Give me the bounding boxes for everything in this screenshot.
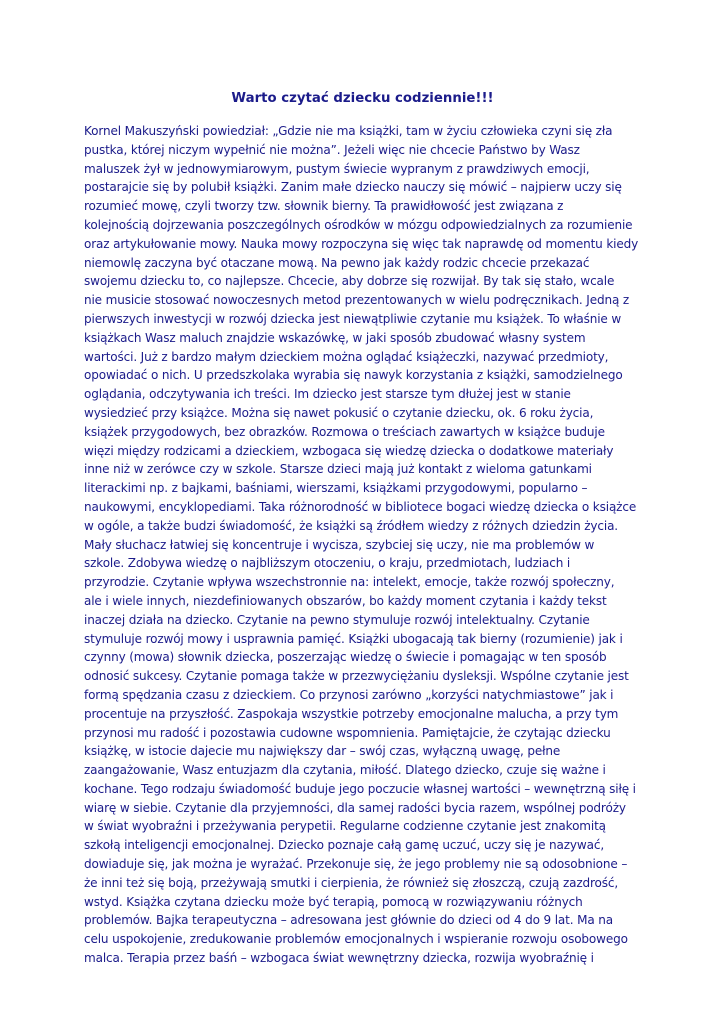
body-text-line: rozumieć mowę, czyli tworzy tzw. słownik bierny. Ta prawidłowość jest związana z: [84, 199, 564, 214]
body-text-line: formą spędzania czasu z dzieckiem. Co przynosi zarówno „korzyści natychmiastowe” jak i: [84, 687, 614, 702]
document-title: Warto czytać dziecku codziennie!!!: [231, 91, 494, 106]
body-text-line: pierwszych inwestycji w rozwój dziecka jest niewątpliwie czytanie mu książek. To właśnie w: [84, 311, 622, 326]
body-text-line: odnosić sukcesy. Czytanie pomaga także w przezwyciężaniu dysleksji. Wspólne czytanie jest: [84, 669, 629, 684]
body-text-line: oraz artykułowanie mowy. Nauka mowy rozpoczyna się więc tak naprawdę od momentu kiedy: [84, 236, 639, 251]
body-text-line: wiarę w siebie. Czytanie dla przyjemności, dla samej radości bycia razem, wspólnej podróży: [84, 800, 626, 815]
body-text-line: procentuje na przyszłość. Zaspokaja wszystkie potrzeby emocjonalne malucha, a przy tym: [84, 706, 619, 721]
body-text-line: wartości. Już z bardzo małym dzieckiem można oglądać książeczki, nazywać przedmioty,: [84, 349, 609, 364]
body-text-line: książek przygodowych, bez obrazków. Rozmowa o treściach zawartych w książce buduje: [84, 424, 605, 439]
body-text-line: szkołą inteligencji emocjonalnej. Dziecko poznaje całą gamę uczuć, uczy się je nazywać,: [84, 838, 605, 853]
body-text-line: wstyd. Książka czytana dziecku może być terapią, pomocą w rozwiązywaniu różnych: [84, 894, 583, 909]
body-text-line: kochane. Tego rodzaju świadomość buduje jego poczucie własnej wartości – wewnętrzną siłę i: [84, 781, 636, 796]
body-text-line: inne niż w zerówce czy w szkole. Starsze dzieci mają już kontakt z wieloma gatunkami: [84, 462, 592, 477]
body-text-line: więzi między rodzicami a dzieckiem, wzbogaca się wiedzę dziecka o dodatkowe materiały: [84, 443, 614, 458]
body-text-line: malca. Terapia przez baśń – wzbogaca świat wewnętrzny dziecka, rozwija wyobraźnię i: [84, 951, 594, 966]
body-text-line: celu uspokojenie, zredukowanie problemów emocjonalnych i wspieranie rozwoju osobowego: [84, 932, 628, 947]
body-text-line: kolejnością dojrzewania poszczególnych ośrodków w mózgu odpowiedzialnych za rozumienie: [84, 217, 633, 232]
body-text-line: literackimi np. z bajkami, baśniami, wierszami, książkami przygodowymi, popularno –: [84, 481, 588, 496]
body-text-line: naukowymi, encyklopediami. Taka różnorodność w bibliotece bogaci wiedzę dziecka o książce: [84, 499, 637, 514]
body-text-line: Mały słuchacz łatwiej się koncentruje i wycisza, szybciej się uczy, nie ma problemów w: [84, 537, 595, 552]
body-text-line: dowiaduje się, jak można je wyrażać. Przekonuje się, że jego problemy nie są odosobnione –: [84, 857, 628, 872]
body-text-line: szkole. Zdobywa wiedzę o najbliższym otoczeniu, o kraju, przedmiotach, ludziach i: [84, 556, 571, 571]
body-text-line: przyrodzie. Czytanie wpływa wszechstronnie na: intelekt, emocje, także rozwój społeczny,: [84, 575, 615, 590]
body-text-line: w świat wyobraźni i przeżywania perypetii. Regularne codzienne czytanie jest znakomitą: [84, 819, 606, 834]
body-text-line: problemów. Bajka terapeutyczna – adresowana jest głównie do dzieci od 4 do 9 lat. Ma na: [84, 913, 613, 928]
body-text-line: wysiedzieć przy książce. Można się nawet pokusić o czytanie dziecku, ok. 6 roku życia,: [84, 405, 594, 420]
body-text-line: nie musicie stosować nowoczesnych metod prezentowanych w wielu podręcznikach. Jedną z: [84, 293, 630, 308]
body-text-line: Kornel Makuszyński powiedział: „Gdzie nie ma książki, tam w życiu człowieka czyni się zła: [84, 124, 613, 138]
body-text-line: pustka, której niczym wypełnić nie można”. Jeżeli więc nie chcecie Państwo by Wasz: [84, 142, 580, 157]
body-text-line: książkach Wasz maluch znajdzie wskazówkę, w jaki sposób zbudować własny system: [84, 330, 586, 345]
body-text-line: postarajcie się by polubił książki. Zanim małe dziecko nauczy się mówić – najpierw uczy się: [84, 180, 622, 195]
body-text-line: w ogóle, a także budzi świadomość, że książki są źródłem wiedzy z różnych dziedzin życia.: [84, 518, 618, 533]
body-text-line: czynny (mowa) słownik dziecka, poszerzając wiedzę o świecie i pomagając w ten sposób: [84, 650, 607, 665]
body-text-line: swojemu dziecku to, co najlepsze. Chcecie, aby dobrze się rozwijał. By tak się stało, wcale: [84, 274, 615, 289]
body-text-line: oglądania, odczytywania ich treści. Im dziecko jest starsze tym dłużej jest w stanie: [84, 387, 571, 402]
body-text-line: stymuluje rozwój mowy i usprawnia pamięć. Książki ubogacają tak bierny (rozumienie) jak i: [84, 631, 623, 646]
body-text-line: maluszek żył w jednowymiarowym, pustym świecie wypranym z prawdziwych emocji,: [84, 161, 590, 176]
body-text-line: książkę, w istocie dajecie mu największy dar – swój czas, wyłączną uwagę, pełne: [84, 744, 561, 759]
body-text-line: opowiadać o nich. U przedszkolaka wyrabia się nawyk korzystania z książki, samodzielnego: [84, 368, 623, 383]
body-text-line: ale i wiele innych, niezdefiniowanych obszarów, bo każdy moment czytania i każdy tekst: [84, 593, 607, 608]
body-text-line: inaczej działa na dziecko. Czytanie na pewno stymuluje rozwój intelektualny. Czytanie: [84, 612, 590, 627]
body-text-line: niemowlę zaczyna być otaczane mową. Na pewno jak każdy rodzic chcecie przekazać: [84, 255, 590, 270]
body-text-line: przynosi mu radość i pozostawia cudowne wspomnienia. Pamiętajcie, że czytając dziecku: [84, 725, 611, 740]
body-text-line: że inni też się boją, przeżywają smutki i cierpienia, że również się złoszczą, czują zazdrość,: [84, 875, 619, 890]
document-body: [84, 122, 644, 968]
body-text-line: zaangażowanie, Wasz entuzjazm dla czytania, miłość. Dlatego dziecko, czuje się ważne i: [84, 763, 606, 778]
